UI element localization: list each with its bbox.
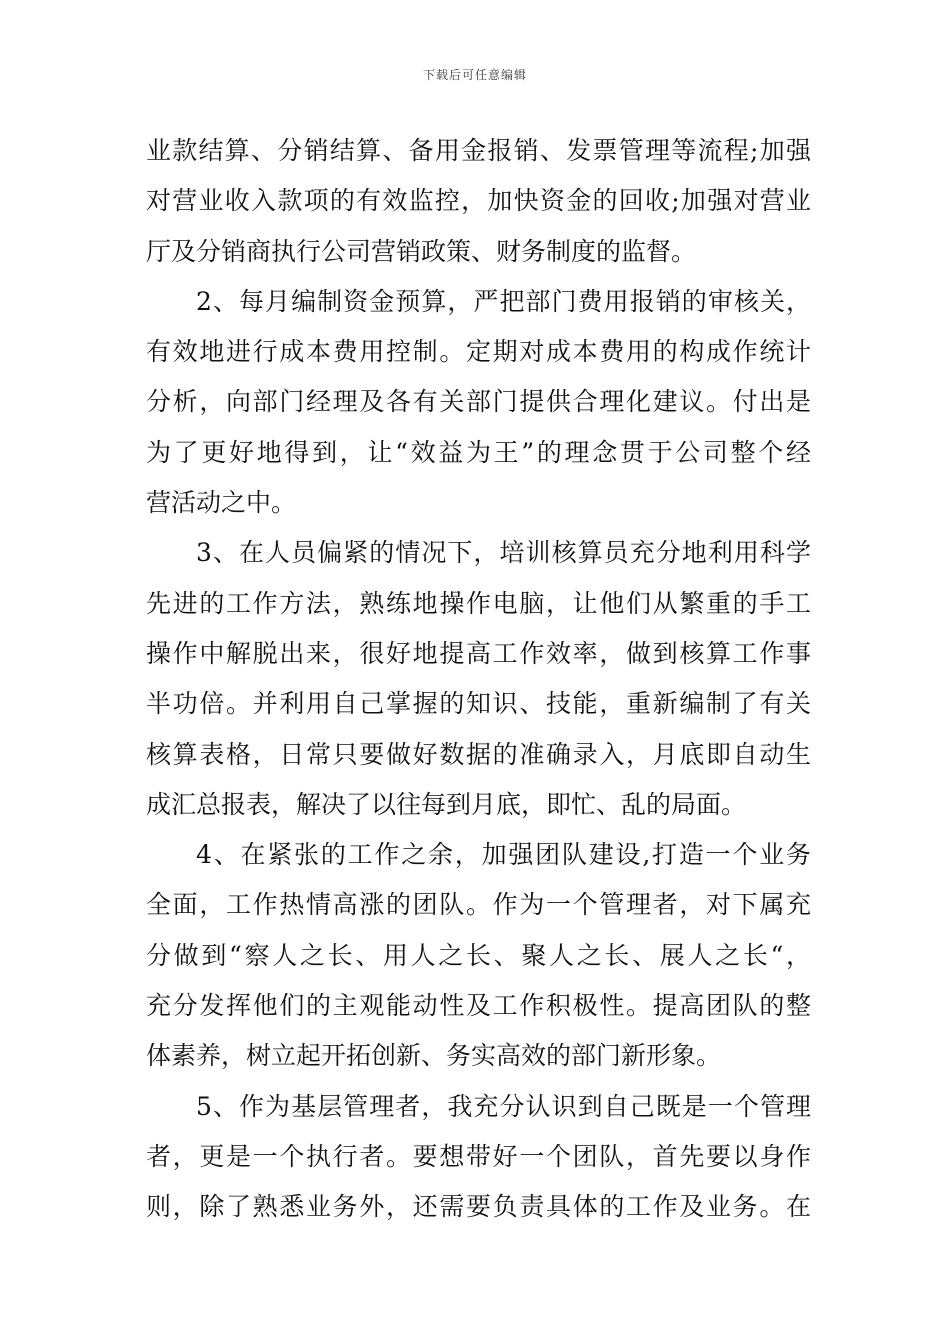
text-line: 体素养，树立起开拓创新、务实高效的部门新形象。 (146, 1041, 722, 1071)
paragraph-2-first-line: 2、每月编制资金预算，严把部门费用报销的审核关， (196, 286, 811, 316)
text-line: 成汇总报表，解决了以往每到月底，即忙、乱的局面。 (146, 789, 747, 819)
paragraph-4-first-line: 4、在紧张的工作之余，加强团队建设,打造一个业务 (196, 840, 811, 870)
text-line: 分做到“察人之长、用人之长、聚人之长、展人之长“， (146, 940, 811, 970)
text-line: 则，除了熟悉业务外，还需要负责具体的工作及业务。在 (146, 1192, 811, 1222)
text-line: 者，更是一个执行者。要想带好一个团队，首先要以身作 (146, 1141, 811, 1171)
text-line: 充分发挥他们的主观能动性及工作积极性。提高团队的整 (146, 991, 811, 1021)
text-line: 分析，向部门经理及各有关部门提供合理化建议。付出是 (146, 387, 811, 417)
text-line: 营活动之中。 (146, 488, 297, 518)
text-line: 为了更好地得到，让“效益为王”的理念贯于公司整个经 (146, 437, 811, 467)
text-line: 业款结算、分销结算、备用金报销、发票管理等流程;加强 (146, 136, 811, 165)
text-line: 全面，工作热情高涨的团队。作为一个管理者，对下属充 (146, 890, 811, 920)
text-line: 半功倍。并利用自己掌握的知识、技能，重新编制了有关 (146, 689, 811, 719)
text-line: 核算表格，日常只要做好数据的准确录入，月底即自动生 (146, 739, 811, 769)
text-line: 先进的工作方法，熟练地操作电脑，让他们从繁重的手工 (146, 588, 811, 618)
text-line: 对营业收入款项的有效监控，加快资金的回收;加强对营业 (146, 186, 811, 216)
page-header: 下载后可任意编辑 (422, 68, 527, 82)
paragraph-5-first-line: 5、作为基层管理者，我充分认识到自己既是一个管理 (196, 1091, 811, 1121)
text-line: 操作中解脱出来，很好地提高工作效率，做到核算工作事 (146, 638, 811, 668)
text-line: 有效地进行成本费用控制。定期对成本费用的构成作统计 (146, 337, 811, 367)
paragraph-3-first-line: 3、在人员偏紧的情况下，培训核算员充分地利用科学 (196, 538, 811, 568)
text-line: 厅及分销商执行公司营销政策、财务制度的监督。 (146, 236, 697, 266)
document-body (146, 126, 811, 1233)
